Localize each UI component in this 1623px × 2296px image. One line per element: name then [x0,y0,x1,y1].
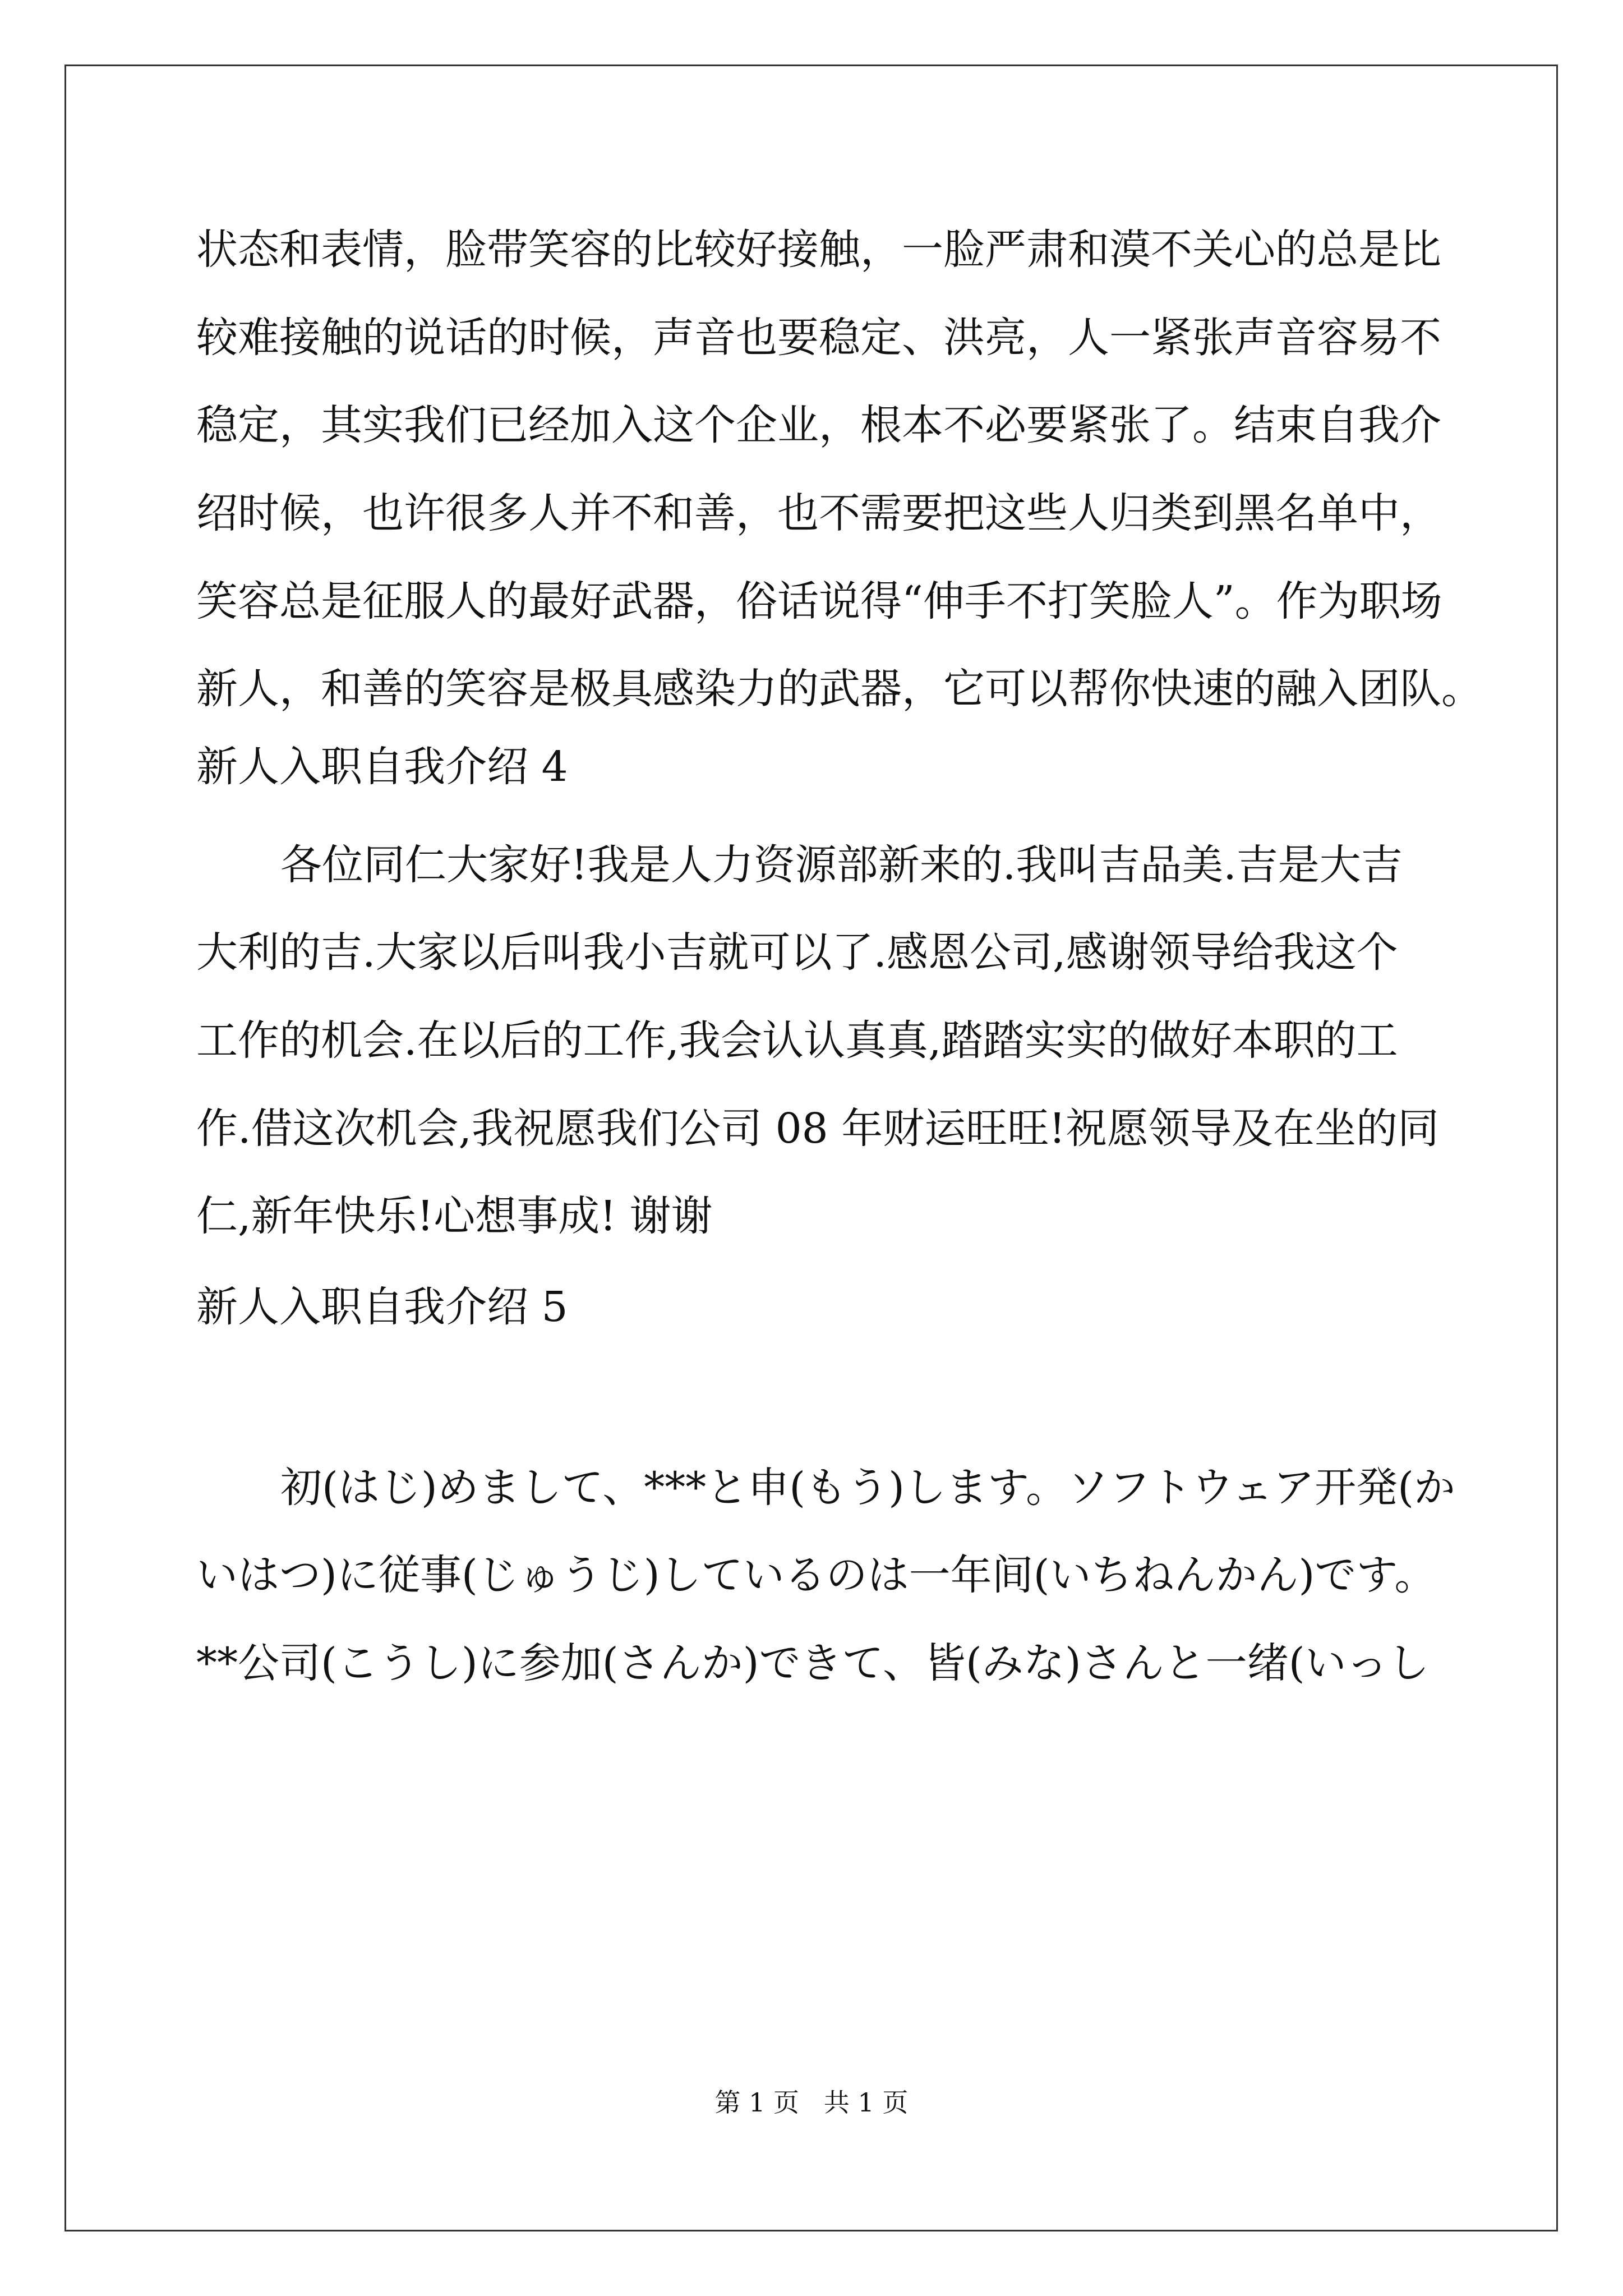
paragraph-line: 工作的机会.在以后的工作,我会认认真真,踏踏实实的做好本职的工 [196,1016,1398,1065]
paragraph-line: 各位同仁大家好!我是人力资源部新来的.我叫吉品美.吉是大吉 [280,841,1403,889]
section-heading: 新人入职自我介绍 5 [196,1283,568,1331]
paragraph-line: 稳定，其实我们已经加入这个企业，根本不必要紧张了。结束自我介 [196,401,1441,449]
paragraph-line: いはつ)に従事(じゅうじ)しているのは一年间(いちねんかん)です。 [196,1551,1436,1599]
paragraph-line: 仁,新年快乐!心想事成! 谢谢 [196,1192,713,1240]
paragraph-line: 新人，和善的笑容是极具感染力的武器，它可以帮你快速的融入团队。 [196,665,1483,713]
page-footer: 第 1 页 共 1 页 [714,2087,909,2118]
paragraph-line: 作.借这次机会,我祝愿我们公司 08 年财运旺旺!祝愿领导及在坐的同 [196,1105,1439,1153]
paragraph-line: 笑容总是征服人的最好武器，俗话说得“伸手不打笑脸人”。作为职场 [196,577,1442,625]
paragraph-line: 状态和表情，脸带笑容的比较好接触，一脸严肃和漠不关心的总是比 [196,226,1441,274]
paragraph-line: **公司(こうし)に参加(さんか)できて、皆(みな)さんと一绪(いっし [196,1639,1430,1687]
section-heading: 新人入职自我介绍 4 [196,743,568,791]
paragraph-line: 绍时候，也许很多人并不和善，也不需要把这些人归类到黑名单中， [196,489,1441,537]
paragraph-line: 初(はじ)めまして、***と申(もう)します。ソフトウェア开発(か [280,1464,1455,1512]
paragraph-line: 大利的吉.大家以后叫我小吉就可以了.感恩公司,感谢领导给我这个 [196,928,1398,977]
paragraph-line: 较难接触的说话的时候，声音也要稳定、洪亮，人一紧张声音容易不 [196,314,1441,362]
